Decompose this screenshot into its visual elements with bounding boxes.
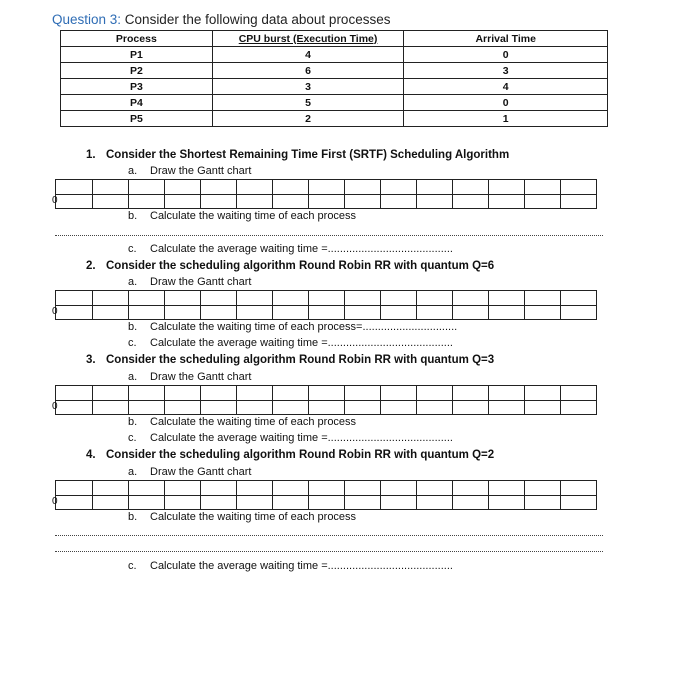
q3-part-a: a. Draw the Gantt chart [128, 371, 252, 383]
gantt-cell[interactable] [417, 386, 453, 400]
gantt-cell[interactable] [201, 195, 237, 209]
q4-part-c: c. Calculate the average waiting time =......................................... [128, 560, 453, 572]
gantt-cell[interactable] [453, 496, 489, 510]
gantt-chart-1[interactable] [55, 179, 597, 209]
gantt-cell[interactable] [381, 291, 417, 305]
gantt-start-label: 0 [52, 401, 58, 412]
q1-part-b: b. Calculate the waiting time of each process [128, 210, 357, 222]
gantt-cell[interactable] [309, 195, 345, 209]
gantt-chart-4[interactable] [55, 480, 597, 510]
gantt-cell[interactable] [273, 291, 309, 305]
q4-part-b: b. Calculate the waiting time of each process [128, 511, 357, 523]
gantt-cell[interactable] [489, 306, 525, 320]
gantt-cell[interactable] [561, 291, 597, 305]
gantt-cell[interactable] [129, 401, 165, 415]
gantt-cell[interactable] [129, 496, 165, 510]
process-table [60, 30, 608, 127]
table-row [61, 111, 608, 127]
gantt-row [56, 291, 597, 305]
header-arrival-time: Arrival Time [404, 31, 608, 47]
gantt-cell[interactable] [489, 496, 525, 510]
gantt-cell[interactable] [453, 386, 489, 400]
q1-heading: 1. Consider the Shortest Remaining Time First (SRTF) Scheduling Algorithm [86, 149, 510, 161]
answer-line[interactable] [55, 551, 603, 552]
gantt-cell[interactable] [525, 180, 561, 194]
gantt-row [56, 481, 597, 495]
gantt-chart-2[interactable] [55, 290, 597, 320]
cell-process: P1 [61, 47, 213, 63]
gantt-cell[interactable] [525, 306, 561, 320]
gantt-cell[interactable] [525, 386, 561, 400]
gantt-cell[interactable] [453, 401, 489, 415]
gantt-cell[interactable] [381, 386, 417, 400]
gantt-start-label: 0 [52, 496, 58, 507]
gantt-row [56, 400, 597, 415]
q4-heading: 4. Consider the scheduling algorithm Round Robin RR with quantum Q=2 [86, 449, 495, 461]
gantt-cell[interactable] [345, 306, 381, 320]
gantt-cell[interactable] [201, 496, 237, 510]
gantt-cell[interactable] [237, 195, 273, 209]
gantt-cell[interactable] [489, 291, 525, 305]
gantt-cell[interactable] [237, 401, 273, 415]
gantt-cell[interactable] [381, 481, 417, 495]
gantt-cell[interactable] [93, 481, 129, 495]
gantt-cell[interactable] [129, 386, 165, 400]
gantt-cell[interactable] [417, 481, 453, 495]
table-row [61, 95, 608, 111]
gantt-cell[interactable] [273, 481, 309, 495]
gantt-cell[interactable] [561, 496, 597, 510]
table-row [61, 79, 608, 95]
gantt-cell[interactable] [165, 195, 201, 209]
cell-burst: 5 [212, 95, 404, 111]
gantt-start-label: 0 [52, 306, 58, 317]
cell-process: P3 [61, 79, 213, 95]
gantt-cell[interactable] [129, 306, 165, 320]
gantt-cell[interactable] [453, 291, 489, 305]
gantt-cell[interactable] [345, 195, 381, 209]
cell-burst: 6 [212, 63, 404, 79]
cell-arrival: 0 [404, 95, 608, 111]
gantt-cell[interactable] [56, 481, 93, 495]
gantt-cell[interactable] [165, 401, 201, 415]
gantt-cell[interactable] [93, 306, 129, 320]
cell-process: P5 [61, 111, 213, 127]
gantt-cell[interactable] [561, 481, 597, 495]
cell-arrival: 1 [404, 111, 608, 127]
gantt-cell[interactable] [381, 496, 417, 510]
gantt-cell[interactable] [381, 195, 417, 209]
gantt-cell[interactable] [381, 306, 417, 320]
q3-part-b: b. Calculate the waiting time of each process [128, 416, 357, 428]
table-row [61, 63, 608, 79]
answer-line[interactable] [55, 535, 603, 536]
gantt-cell[interactable] [417, 195, 453, 209]
cell-burst: 2 [212, 111, 404, 127]
gantt-row [56, 194, 597, 209]
gantt-cell[interactable] [345, 401, 381, 415]
cell-arrival: 3 [404, 63, 608, 79]
gantt-cell[interactable] [309, 291, 345, 305]
header-cpu-burst: CPU burst (Execution Time) [212, 31, 404, 47]
q1-part-c: c. Calculate the average waiting time =......................................... [128, 243, 453, 255]
gantt-cell[interactable] [201, 306, 237, 320]
gantt-start-label: 0 [52, 195, 58, 206]
gantt-cell[interactable] [201, 481, 237, 495]
gantt-cell[interactable] [165, 496, 201, 510]
gantt-cell[interactable] [129, 180, 165, 194]
gantt-cell[interactable] [56, 291, 93, 305]
gantt-cell[interactable] [201, 386, 237, 400]
header-process: Process [61, 31, 213, 47]
gantt-cell[interactable] [453, 195, 489, 209]
gantt-row [56, 495, 597, 510]
gantt-cell[interactable] [417, 401, 453, 415]
gantt-cell[interactable] [56, 386, 93, 400]
cell-process: P2 [61, 63, 213, 79]
table-row [61, 47, 608, 63]
gantt-cell[interactable] [129, 291, 165, 305]
gantt-cell[interactable] [489, 401, 525, 415]
gantt-cell[interactable] [201, 180, 237, 194]
gantt-cell[interactable] [93, 291, 129, 305]
gantt-cell[interactable] [237, 496, 273, 510]
gantt-cell[interactable] [561, 195, 597, 209]
gantt-cell[interactable] [561, 401, 597, 415]
gantt-cell[interactable] [489, 386, 525, 400]
gantt-cell[interactable] [345, 291, 381, 305]
gantt-cell[interactable] [417, 291, 453, 305]
cell-arrival: 4 [404, 79, 608, 95]
gantt-cell[interactable] [237, 386, 273, 400]
gantt-cell[interactable] [309, 481, 345, 495]
gantt-cell[interactable] [561, 306, 597, 320]
gantt-cell[interactable] [273, 496, 309, 510]
gantt-cell[interactable] [453, 306, 489, 320]
gantt-cell[interactable] [489, 481, 525, 495]
gantt-cell[interactable] [525, 195, 561, 209]
gantt-cell[interactable] [453, 180, 489, 194]
cell-burst: 4 [212, 47, 404, 63]
gantt-cell[interactable] [165, 481, 201, 495]
gantt-row [56, 180, 597, 194]
gantt-cell[interactable] [417, 180, 453, 194]
gantt-cell[interactable] [417, 496, 453, 510]
table-header-row [61, 31, 608, 47]
gantt-cell[interactable] [165, 180, 201, 194]
gantt-cell[interactable] [525, 496, 561, 510]
gantt-cell[interactable] [525, 291, 561, 305]
q4-part-a: a. Draw the Gantt chart [128, 466, 252, 478]
gantt-cell[interactable] [237, 180, 273, 194]
gantt-cell[interactable] [165, 306, 201, 320]
gantt-cell[interactable] [309, 496, 345, 510]
gantt-cell[interactable] [237, 306, 273, 320]
gantt-cell[interactable] [93, 195, 129, 209]
gantt-cell[interactable] [273, 401, 309, 415]
gantt-cell[interactable] [93, 496, 129, 510]
gantt-cell[interactable] [453, 481, 489, 495]
question-title [52, 12, 390, 27]
gantt-cell[interactable] [273, 386, 309, 400]
gantt-cell[interactable] [56, 180, 93, 194]
gantt-cell[interactable] [561, 386, 597, 400]
gantt-cell[interactable] [237, 481, 273, 495]
gantt-cell[interactable] [345, 496, 381, 510]
gantt-cell[interactable] [93, 401, 129, 415]
q2-heading: 2. Consider the scheduling algorithm Round Robin RR with quantum Q=6 [86, 260, 495, 272]
gantt-cell[interactable] [237, 291, 273, 305]
gantt-cell[interactable] [525, 401, 561, 415]
q3-heading: 3. Consider the scheduling algorithm Round Robin RR with quantum Q=3 [86, 354, 495, 366]
gantt-cell[interactable] [309, 180, 345, 194]
gantt-cell[interactable] [381, 180, 417, 194]
gantt-cell[interactable] [93, 180, 129, 194]
gantt-cell[interactable] [129, 195, 165, 209]
q2-part-c: c. Calculate the average waiting time =......................................... [128, 337, 453, 349]
gantt-cell[interactable] [56, 401, 93, 415]
q2-part-a: a. Draw the Gantt chart [128, 276, 252, 288]
gantt-cell[interactable] [309, 306, 345, 320]
q3-part-c: c. Calculate the average waiting time =......................................... [128, 432, 453, 444]
gantt-cell[interactable] [165, 386, 201, 400]
question-text: Consider the following data about processes [121, 12, 391, 27]
gantt-cell[interactable] [201, 401, 237, 415]
gantt-cell[interactable] [93, 386, 129, 400]
cell-arrival: 0 [404, 47, 608, 63]
gantt-cell[interactable] [165, 291, 201, 305]
gantt-cell[interactable] [129, 481, 165, 495]
gantt-row [56, 386, 597, 400]
q2-part-b: b. Calculate the waiting time of each process=............................... [128, 321, 458, 333]
gantt-cell[interactable] [381, 401, 417, 415]
gantt-cell[interactable] [489, 195, 525, 209]
gantt-cell[interactable] [345, 386, 381, 400]
answer-line[interactable] [55, 235, 603, 236]
gantt-cell[interactable] [273, 306, 309, 320]
gantt-chart-3[interactable] [55, 385, 597, 415]
gantt-cell[interactable] [56, 195, 93, 209]
cell-burst: 3 [212, 79, 404, 95]
gantt-cell[interactable] [273, 180, 309, 194]
gantt-cell[interactable] [56, 306, 93, 320]
gantt-cell[interactable] [489, 180, 525, 194]
gantt-cell[interactable] [309, 386, 345, 400]
gantt-cell[interactable] [525, 481, 561, 495]
question-number: Question 3: [52, 12, 122, 27]
gantt-cell[interactable] [273, 195, 309, 209]
gantt-cell[interactable] [417, 306, 453, 320]
gantt-cell[interactable] [201, 291, 237, 305]
gantt-cell[interactable] [309, 401, 345, 415]
gantt-cell[interactable] [561, 180, 597, 194]
gantt-cell[interactable] [345, 481, 381, 495]
gantt-cell[interactable] [345, 180, 381, 194]
q1-part-a: a. Draw the Gantt chart [128, 165, 252, 177]
gantt-row [56, 305, 597, 320]
cell-process: P4 [61, 95, 213, 111]
gantt-cell[interactable] [56, 496, 93, 510]
